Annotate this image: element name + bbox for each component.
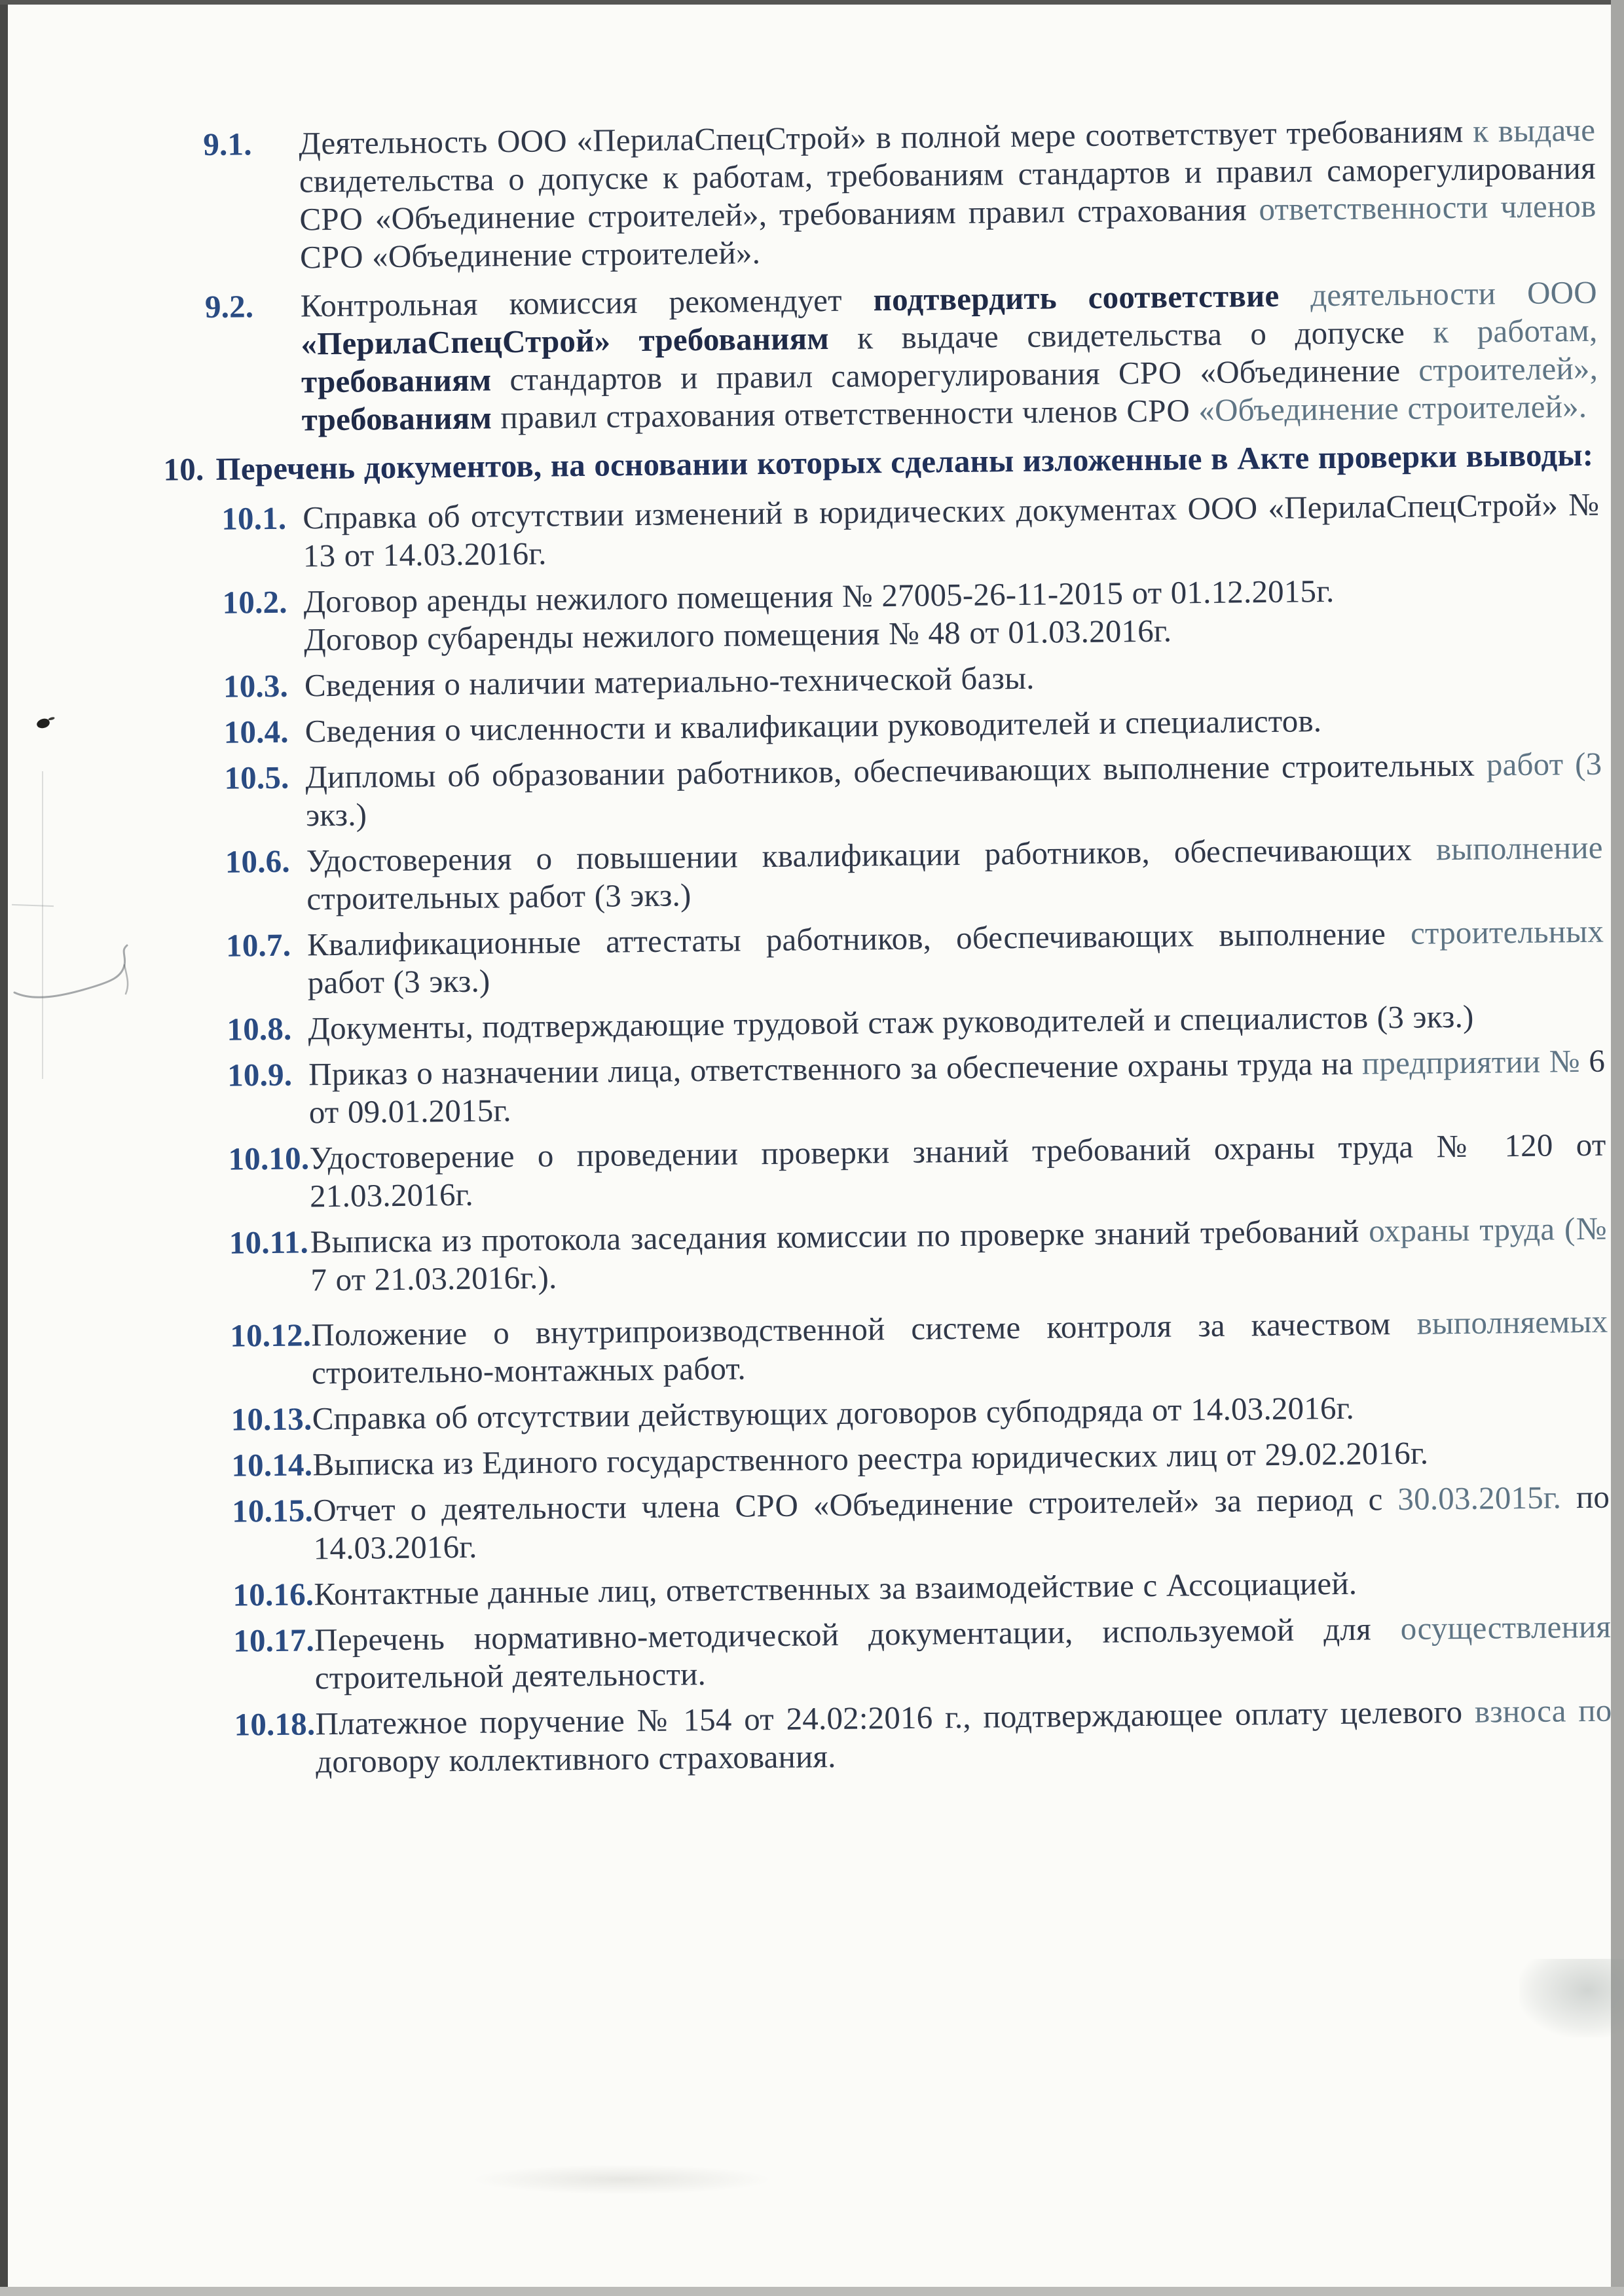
item-number: 10.10. <box>228 1140 310 1177</box>
faded-text: взноса по <box>1474 1692 1612 1730</box>
text-run: 6 от 09.01.2015г. <box>308 1042 1606 1131</box>
list-item-9-2 <box>205 274 1598 440</box>
list-item-10-5 <box>210 745 1602 835</box>
text-run: 7 от 21.03.2016г.). <box>310 1259 557 1298</box>
text-run: Перечень нормативно-методической документации, используемой для <box>314 1610 1401 1658</box>
item-number: 10.15. <box>231 1492 314 1529</box>
item-number: 10.9. <box>227 1056 293 1093</box>
item-text: Выписка из Единого государственного реестра юридических лиц от 29.02.2016г. <box>312 1434 1429 1483</box>
item-text <box>306 829 1603 919</box>
item-text <box>307 913 1604 1002</box>
emphasized-text: требованиям <box>301 399 492 438</box>
item-number: 10.12. <box>230 1317 312 1354</box>
list-item-10-12 <box>215 1303 1608 1393</box>
item-text <box>299 111 1596 277</box>
text-run: строительных работ (3 экз.) <box>306 877 692 917</box>
item-text: Сведения о наличии материально-технической базы. <box>304 659 1035 704</box>
item-number: 10.3. <box>223 667 289 704</box>
faded-text: выполняемых <box>1416 1303 1608 1341</box>
ink-blot-artifact <box>36 718 51 729</box>
text-run: Отчет о деятельности члена СРО «Объединение строителей» за период с <box>312 1481 1398 1529</box>
item-text <box>314 1608 1612 1698</box>
list-item-10-10 <box>213 1126 1606 1216</box>
heading-text: Перечень документов, на основании которых сделаны изложенные в Акте проверки выводы: <box>215 436 1594 487</box>
text-run: работ (3 экз.) <box>307 962 490 1001</box>
pen-squiggle-artifact <box>5 936 149 1025</box>
item-number: 10.1. <box>221 500 287 537</box>
list-item-10-16 <box>218 1562 1610 1614</box>
item-text: Справка об отсутствии изменений в юридических документах ООО «ПерилаСпецСтрой» № 13 от 14.03.2016г. <box>302 486 1600 574</box>
item-number: 10.7. <box>225 926 291 964</box>
emphasized-text: подтвердить соответствие <box>873 277 1280 318</box>
item-number: 10.13. <box>231 1400 312 1438</box>
section-10-heading <box>163 436 1598 489</box>
faded-text: осуществления <box>1400 1608 1612 1647</box>
section-9-conclusions <box>203 111 1598 440</box>
list-item-10-6 <box>210 829 1603 919</box>
text-run: Выписка из протокола заседания комиссии по проверке знаний требований <box>310 1212 1369 1260</box>
text-run <box>1279 277 1310 313</box>
list-item-10-7 <box>212 913 1604 1003</box>
item-text <box>301 274 1598 439</box>
item-number: 9.1. <box>203 126 252 162</box>
section-10-document-list <box>207 486 1612 1782</box>
list-item-10-11 <box>215 1210 1608 1300</box>
list-item-10-4 <box>209 699 1601 752</box>
text-run: правил страхования ответственности членов СРО <box>491 392 1199 436</box>
list-item-10-15 <box>217 1478 1610 1569</box>
list-item-10-2 <box>208 570 1600 660</box>
faded-text: «Объединение строителей». <box>1198 388 1587 429</box>
heading-number: 10. <box>163 451 204 488</box>
item-text: Документы, подтверждающие трудовой стаж руководителей и специалистов (3 экз.) <box>308 998 1474 1047</box>
item-text <box>315 1692 1612 1781</box>
faded-text: строительных <box>1410 913 1604 951</box>
faded-text: к работам, <box>1433 312 1598 350</box>
emphasized-text: требованиям <box>301 361 492 400</box>
paper-fold-line <box>42 771 43 1079</box>
scan-smudge <box>1519 1959 1624 2037</box>
list-item-10-1 <box>207 486 1600 576</box>
text-run: Деятельность ООО «ПерилаСпецСтрой» в полной мере соответствует требованиям <box>299 113 1473 162</box>
item-number: 10.18. <box>234 1705 316 1743</box>
item-text <box>310 1210 1608 1300</box>
item-text <box>313 1478 1610 1568</box>
item-number: 10.6. <box>225 843 291 880</box>
item-number: 10.4. <box>223 713 289 750</box>
item-number: 10.2. <box>222 583 287 621</box>
faded-text: 30.03.2015г. <box>1397 1479 1562 1518</box>
text-run: Удостоверения о повышении квалификации работников, обеспечивающих <box>306 831 1437 879</box>
item-text <box>311 1303 1608 1393</box>
scan-hairline-artifact <box>12 904 54 907</box>
item-number: 10.16. <box>232 1576 314 1613</box>
text-run: к выдаче свидетельства о допуске <box>828 314 1433 357</box>
text-run: строительной деятельности. <box>314 1656 707 1696</box>
document-body <box>163 111 1613 1790</box>
list-item-10-9 <box>213 1042 1606 1133</box>
faded-text: строителей», <box>1418 350 1598 388</box>
text-run: стандартов и правил саморегулирования СРО «Объединение <box>491 352 1419 398</box>
faded-text: ответственности членов <box>1259 187 1596 228</box>
list-item-10-3 <box>209 653 1601 706</box>
text-run: Положение о внутрипроизводственной системе контроля за качеством <box>311 1305 1417 1353</box>
item-number: 10.11. <box>229 1224 309 1261</box>
item-text <box>308 1042 1606 1132</box>
faded-text: предприятии № <box>1361 1043 1581 1082</box>
item-text: Контактные данные лиц, ответственных за взаимодействие с Ассоциацией. <box>314 1565 1357 1613</box>
item-text: Сведения о численности и квалификации руководителей и специалистов. <box>304 702 1322 750</box>
faded-text: охраны труда (№ <box>1368 1210 1608 1249</box>
text-run: Платежное поручение № 154 от 24.02:2016 г., подтверждающее оплату целевого <box>315 1693 1475 1742</box>
item-text <box>303 570 1600 659</box>
scan-edge-left <box>0 0 8 2296</box>
scan-smudge <box>471 2164 773 2195</box>
faded-text: к выдаче <box>1472 111 1596 149</box>
item-number: 10.5. <box>224 759 289 796</box>
emphasized-text: «ПерилаСпецСтрой» требованиям <box>301 320 830 362</box>
text-run: экз.) <box>305 796 367 833</box>
list-item-10-18 <box>219 1692 1612 1782</box>
text-run: свидетельства о допуске к работам, требованиям стандартов и правил саморегулирования СРО «Объединение строителей», требованиям правил страхования <box>299 149 1596 238</box>
text-run: Квалификационные аттестаты работников, обеспечивающих выполнение <box>306 915 1411 963</box>
text-run: Дипломы об образовании работников, обеспечивающих выполнение строительных <box>305 746 1487 795</box>
item-number: 10.8. <box>227 1010 292 1048</box>
text-run: Договор субаренды нежилого помещения № 48 от 01.03.2016г. <box>303 612 1172 658</box>
text-run: Договор аренды нежилого помещения № 27005-26-11-2015 от 01.12.2015г. <box>303 572 1335 620</box>
text-run: строительно-монтажных работ. <box>311 1350 747 1391</box>
list-item-9-1 <box>203 111 1596 278</box>
list-item-10-17 <box>219 1608 1612 1698</box>
faded-text: работ (3 <box>1486 745 1602 783</box>
faded-text: выполнение <box>1435 829 1603 867</box>
scan-edge-top <box>0 0 1624 5</box>
item-text: Удостоверение о проведении проверки знаний требований охраны труда № 120 от 21.03.2016г. <box>309 1126 1606 1214</box>
list-item-10-13 <box>216 1387 1608 1439</box>
item-number: 9.2. <box>204 288 254 325</box>
text-run: договору коллективного страхования. <box>315 1738 836 1780</box>
list-item-10-14 <box>217 1432 1609 1485</box>
scan-edge-bottom <box>0 2287 1624 2296</box>
text-run: по 14.03.2016г. <box>313 1478 1610 1567</box>
text-run: Приказ о назначении лица, ответственного за обеспечение охраны труда на <box>308 1045 1363 1093</box>
item-text <box>305 745 1602 835</box>
text-run: Контрольная комиссия рекомендует <box>300 282 874 324</box>
item-number: 10.14. <box>231 1446 313 1484</box>
item-text: Справка об отсутствии действующих договоров субподряда от 14.03.2016г. <box>312 1389 1355 1437</box>
list-item-10-8 <box>212 996 1604 1049</box>
scan-edge-right <box>1611 0 1624 2296</box>
faded-text: деятельности ООО <box>1310 274 1598 314</box>
text-run: СРО «Объединение строителей». <box>299 234 761 276</box>
item-number: 10.17. <box>232 1622 315 1659</box>
